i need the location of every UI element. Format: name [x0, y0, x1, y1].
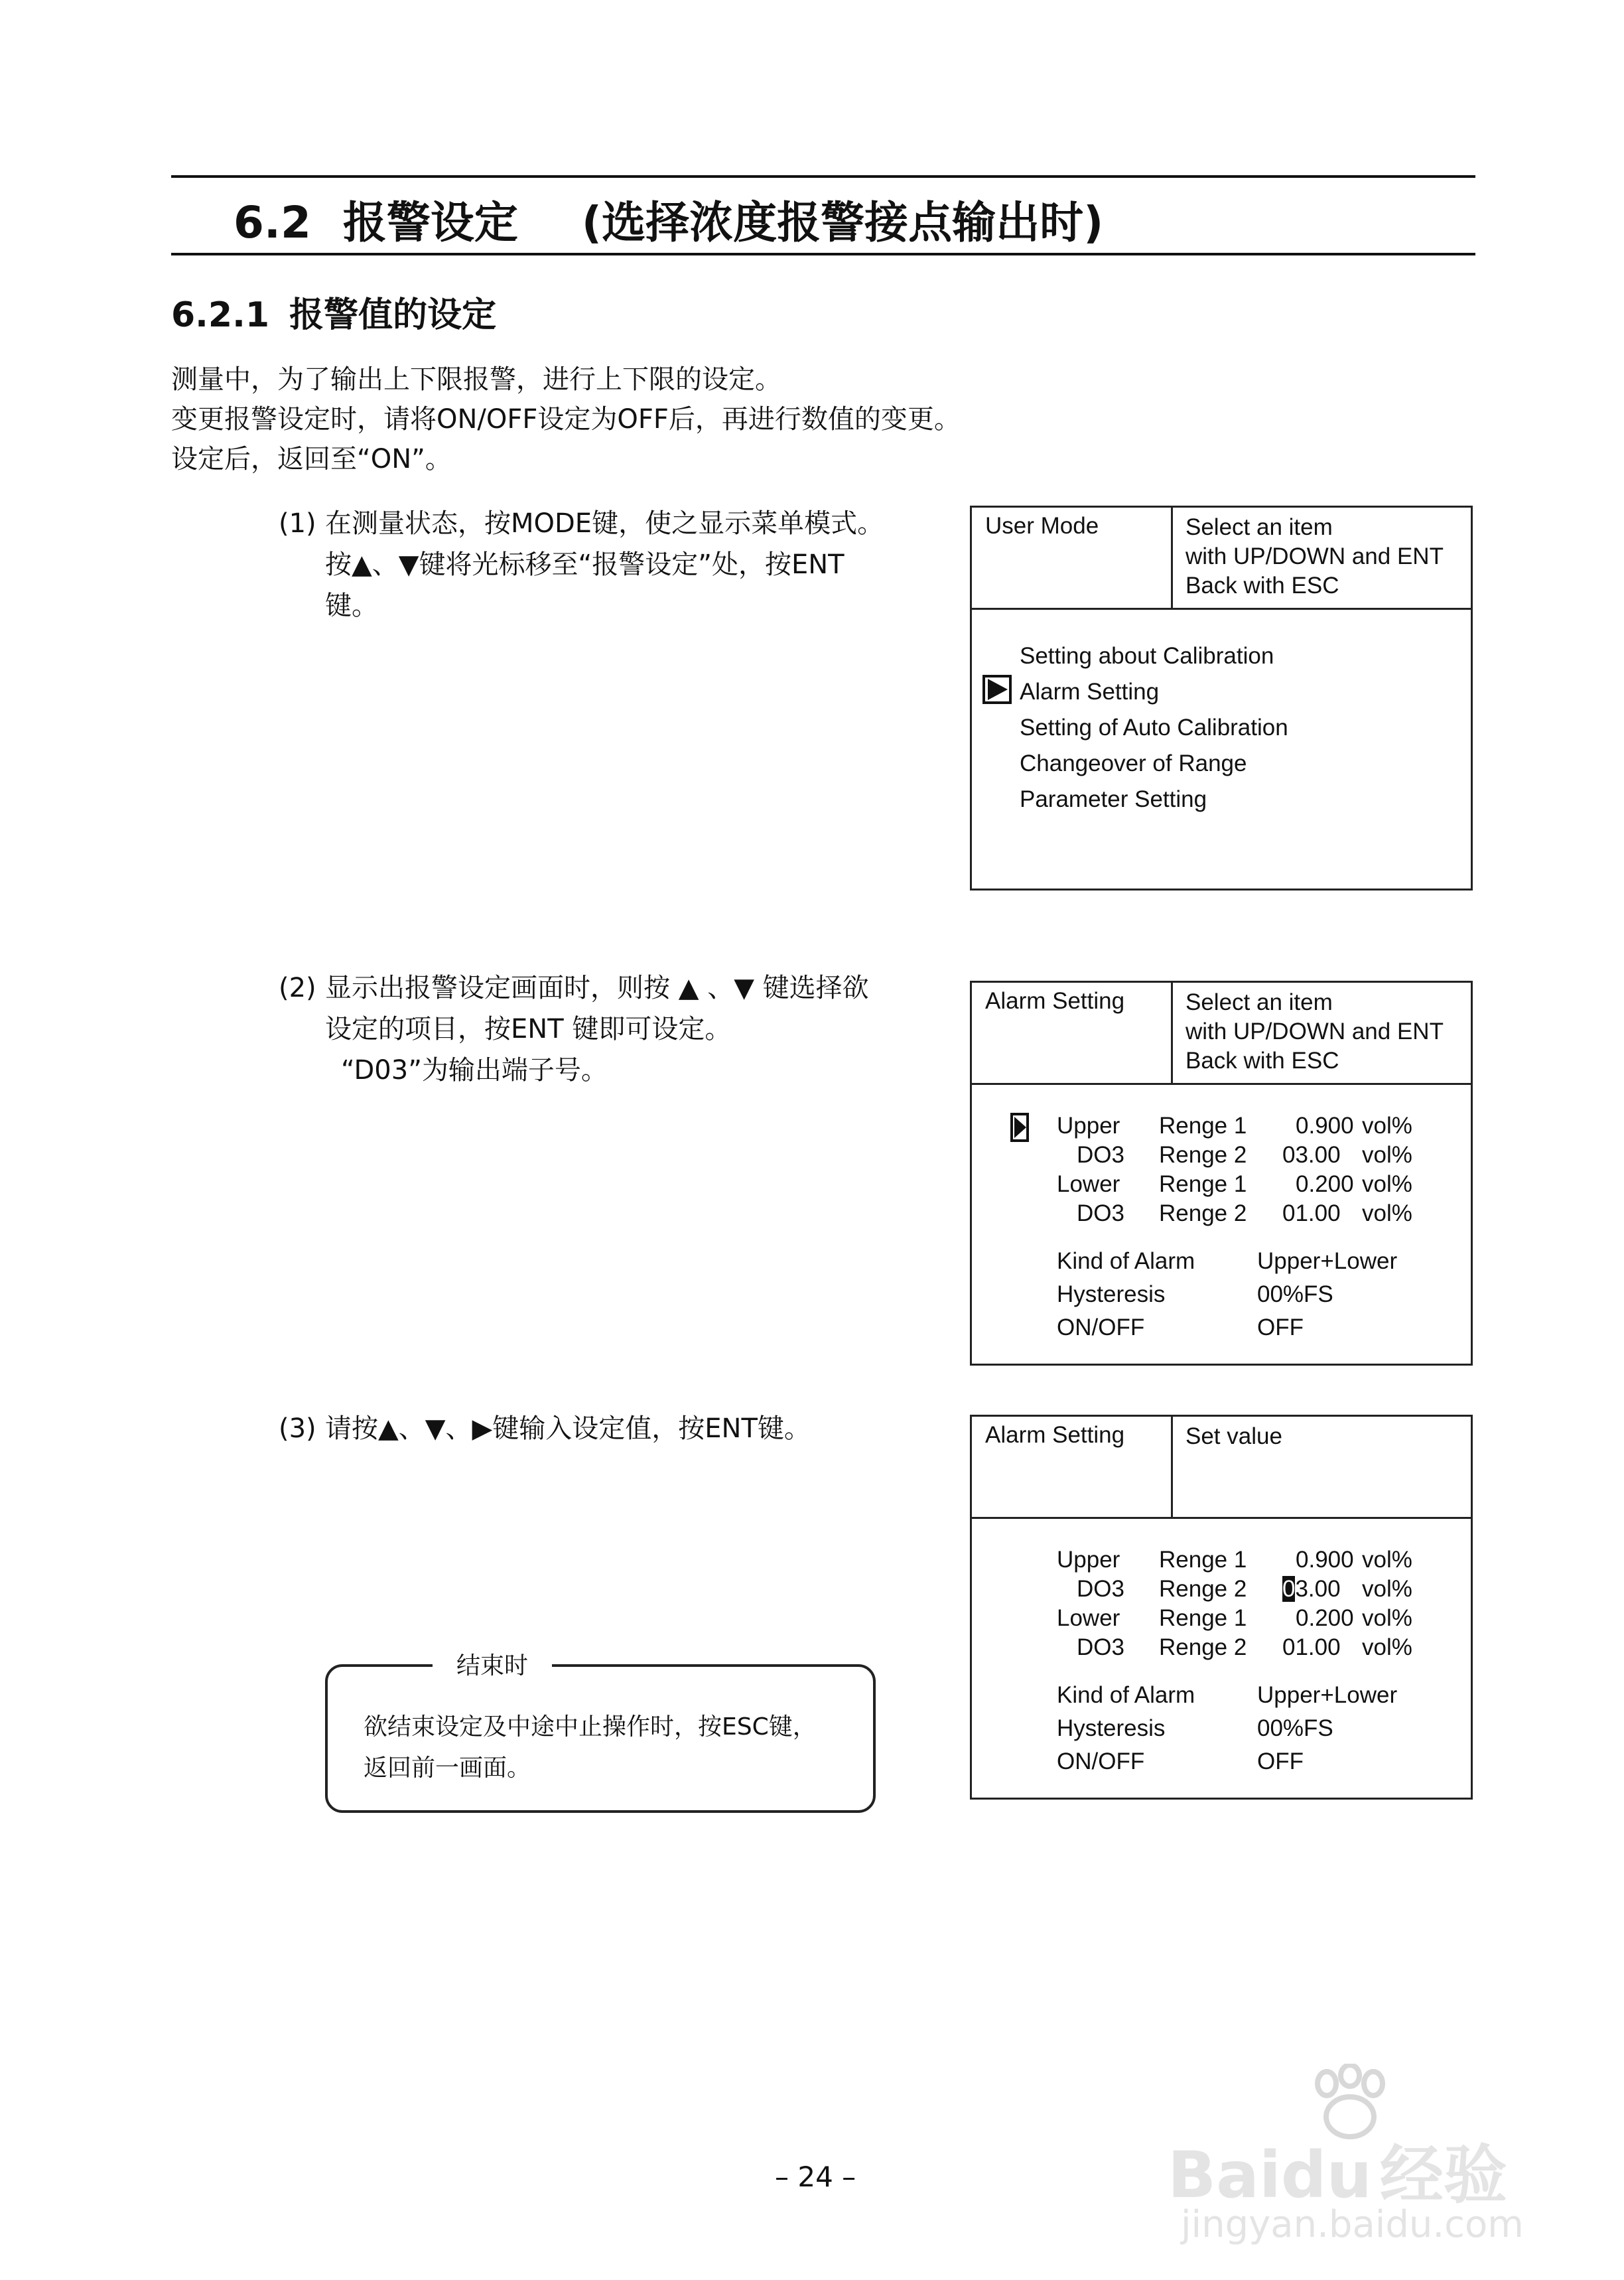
subsection-title	[171, 287, 496, 336]
header-divider	[1171, 1417, 1173, 1517]
row-value[interactable]: 0.900	[1296, 1547, 1354, 1573]
header-divider	[1171, 508, 1173, 608]
param-label[interactable]: Hysteresis	[1057, 1715, 1166, 1741]
row-range: Renge 2	[1159, 1200, 1247, 1226]
param-value: Upper+Lower	[1257, 1682, 1398, 1708]
screen-header	[972, 1417, 1471, 1519]
row-label[interactable]: Upper	[1057, 1547, 1120, 1573]
step-line: 显示出报警设定画面时，则按 ▲ 、▼ 键选择欲	[325, 973, 869, 1003]
screen-header	[972, 983, 1471, 1085]
param-label[interactable]: ON/OFF	[1057, 1315, 1145, 1340]
row-label[interactable]: Upper	[1057, 1113, 1120, 1139]
param-label[interactable]: ON/OFF	[1057, 1748, 1145, 1774]
row-label[interactable]: DO3	[1077, 1200, 1124, 1226]
row-label[interactable]: DO3	[1077, 1576, 1124, 1602]
row-value[interactable]: 01.00	[1282, 1200, 1341, 1226]
hint-line: Select an item	[1185, 989, 1333, 1015]
row-range: Renge 2	[1159, 1634, 1247, 1660]
note-line: 返回前一画面。	[364, 1754, 531, 1782]
row-value[interactable]: 0.900	[1296, 1113, 1354, 1139]
subsection-heading: 报警值的设定	[289, 295, 497, 335]
step-line: 设定的项目，按ENT 键即可设定。	[325, 1014, 732, 1044]
step-label: (2)	[279, 973, 316, 1003]
edit-cursor-digit[interactable]: 0	[1282, 1576, 1296, 1602]
section-number: 6.2	[234, 197, 311, 248]
note-line: 欲结束设定及中途中止操作时，按ESC键，	[364, 1713, 817, 1741]
hint-line: Set value	[1185, 1423, 1282, 1449]
row-label[interactable]: Lower	[1057, 1171, 1120, 1197]
row-unit: vol%	[1362, 1547, 1412, 1573]
screen-user-mode	[970, 506, 1473, 891]
param-value: 00%FS	[1257, 1281, 1333, 1307]
row-value[interactable]: 01.00	[1282, 1634, 1341, 1660]
watermark	[1168, 2064, 1539, 2263]
param-label[interactable]: Kind of Alarm	[1057, 1682, 1195, 1708]
subsection-number: 6.2.1	[171, 295, 270, 335]
row-unit: vol%	[1362, 1634, 1412, 1660]
hint-line: Back with ESC	[1185, 573, 1339, 599]
row-unit: vol%	[1362, 1576, 1412, 1602]
row-range: Renge 1	[1159, 1171, 1247, 1197]
step-label: (3)	[279, 1413, 316, 1444]
hint-line: Select an item	[1185, 514, 1333, 540]
screen-hint	[1185, 513, 1444, 601]
row-value[interactable]: 03.00	[1282, 1142, 1341, 1168]
screen-header	[972, 508, 1471, 610]
pointer-right-icon	[982, 675, 1012, 704]
hint-line: with UP/DOWN and ENT	[1185, 543, 1444, 569]
row-value[interactable]: 0.200	[1296, 1605, 1354, 1631]
step-line: 键。	[325, 591, 378, 621]
pointer-right-icon	[1010, 1113, 1029, 1142]
param-value: Upper+Lower	[1257, 1248, 1398, 1274]
param-value: 00%FS	[1257, 1715, 1333, 1741]
menu-item-auto-calibration[interactable]: Setting of Auto Calibration	[1020, 715, 1288, 741]
row-label[interactable]: Lower	[1057, 1605, 1120, 1631]
screen-title: User Mode	[985, 513, 1099, 539]
row-range: Renge 1	[1159, 1547, 1247, 1573]
page-number: – 24 –	[775, 2161, 856, 2193]
intro-line: 变更报警设定时，请将ON/OFF设定为OFF后，再进行数值的变更。	[171, 404, 961, 435]
screen-set-value	[970, 1415, 1473, 1800]
hint-line: with UP/DOWN and ENT	[1185, 1019, 1444, 1044]
hint-line: Back with ESC	[1185, 1048, 1339, 1074]
screen-title: Alarm Setting	[985, 988, 1125, 1014]
param-value: OFF	[1257, 1748, 1304, 1774]
step-line: “D03”为输出端子号。	[341, 1055, 608, 1086]
header-divider	[1171, 983, 1173, 1083]
screen-hint	[1185, 988, 1444, 1076]
row-unit: vol%	[1362, 1200, 1412, 1226]
screen-alarm-setting	[970, 981, 1473, 1366]
row-range: Renge 1	[1159, 1605, 1247, 1631]
step-line: 按▲、▼键将光标移至“报警设定”处，按ENT	[325, 549, 845, 580]
row-unit: vol%	[1362, 1142, 1412, 1168]
row-unit: vol%	[1362, 1605, 1412, 1631]
param-value: OFF	[1257, 1315, 1304, 1340]
menu-item-parameter[interactable]: Parameter Setting	[1020, 786, 1207, 812]
row-label[interactable]: DO3	[1077, 1142, 1124, 1168]
section-heading: 报警设定	[342, 197, 518, 248]
menu-item-range[interactable]: Changeover of Range	[1020, 750, 1247, 776]
row-value[interactable]: 0.200	[1296, 1171, 1354, 1197]
menu-item-calibration[interactable]: Setting about Calibration	[1020, 643, 1274, 669]
edit-value-rest: 3.00	[1295, 1576, 1341, 1602]
menu-item-alarm-setting[interactable]: Alarm Setting	[1020, 679, 1160, 705]
param-label[interactable]: Hysteresis	[1057, 1281, 1166, 1307]
intro-line: 设定后，返回至“ON”。	[171, 444, 452, 474]
row-range: Renge 2	[1159, 1142, 1247, 1168]
note-title: 结束时	[433, 1647, 552, 1681]
row-range: Renge 1	[1159, 1113, 1247, 1139]
row-value-editing[interactable]	[1282, 1576, 1341, 1603]
intro-line: 测量中，为了输出上下限报警，进行上下限的设定。	[171, 364, 781, 395]
watermark-brand: Baidu 经验	[1168, 2138, 1507, 2212]
watermark-url: jingyan.baidu.com	[1181, 2203, 1524, 2246]
step-line: 请按▲、▼、▶键输入设定值，按ENT键。	[325, 1413, 811, 1444]
param-label[interactable]: Kind of Alarm	[1057, 1248, 1195, 1274]
step-line: 在测量状态，按MODE键，使之显示菜单模式。	[325, 508, 884, 539]
note-body	[364, 1707, 817, 1789]
row-unit: vol%	[1362, 1171, 1412, 1197]
row-unit: vol%	[1362, 1113, 1412, 1139]
top-rule	[171, 175, 1475, 178]
section-title	[234, 187, 1103, 250]
step-label: (1)	[279, 508, 316, 539]
screen-hint	[1185, 1422, 1282, 1451]
row-range: Renge 2	[1159, 1576, 1247, 1602]
screen-title: Alarm Setting	[985, 1422, 1125, 1448]
section-paren: (选择浓度报警接点输出时)	[581, 197, 1104, 248]
row-label[interactable]: DO3	[1077, 1634, 1124, 1660]
bottom-rule	[171, 253, 1475, 255]
